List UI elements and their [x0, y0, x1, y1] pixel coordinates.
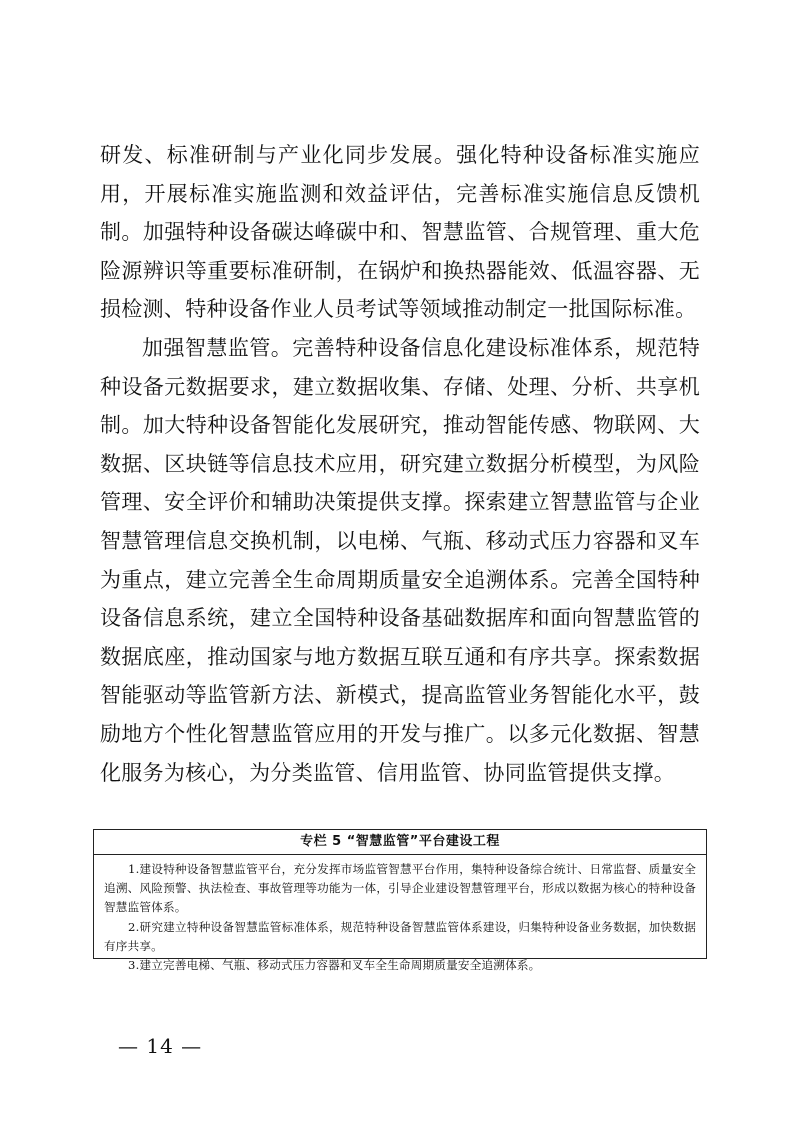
- body-text: [100, 136, 700, 792]
- paragraph-standards: 研发、标准研制与产业化同步发展。强化特种设备标准实施应用，开展标准实施监测和效益评估，完善标准实施信息反馈机制。加强特种设备碳达峰碳中和、智慧监管、合规管理、重大危险源辨识等重要标准研制，在锅炉和换热器能效、低温容器、无损检测、特种设备作业人员考试等领域推动制定一批国际标准。: [100, 143, 700, 322]
- paragraph-lead-heading: 加强智慧监管。: [142, 335, 293, 360]
- column-box-item: 3.建立完善电梯、气瓶、移动式压力容器和叉车全生命周期质量安全追溯体系。: [128, 958, 541, 973]
- paragraph-smart-supervision: [100, 329, 700, 792]
- column-box-body: [94, 855, 706, 975]
- column-box: [93, 829, 707, 973]
- page-number: — 14 —: [118, 1034, 203, 1058]
- paragraph-body: 完善特种设备信息化建设标准体系，规范特种设备元数据要求，建立数据收集、存储、处理、分析、共享机制。加大特种设备智能化发展研究，推动智能传感、物联网、大数据、区块链等信息技术应用，研究建立数据分析模型，为风险管理、安全评价和辅助决策提供支撑。探索建立智慧监管与企业智慧管理信息交换机制，以电梯、气瓶、移动式压力容器和叉车为重点，建立完善全生命周期质量安全追溯体系。完善全国特种设备信息系统，建立全国特种设备基础数据库和面向智慧监管的数据底座，推动国家与地方数据互联互通和有序共享。探索数据智能驱动等监管新方法、新模式，提高监管业务智能化水平，鼓励地方个性化智慧监管应用的开发与推广。以多元化数据、智慧化服务为核心，为分类监管、信用监管、协同监管提供支撑。: [100, 335, 700, 785]
- column-box-item: 1.建设特种设备智慧监管平台，充分发挥市场监管智慧平台作用，集特种设备综合统计、日常监督、质量安全追溯、风险预警、执法检查、事故管理等功能为一体，引导企业建设智慧管理平台，形成以数据为核心的特种设备智慧监管体系。: [104, 862, 696, 915]
- column-box-title: 专栏 5 “智慧监管”平台建设工程: [94, 830, 706, 855]
- column-box-item: 2.研究建立特种设备智慧监管标准体系，规范特种设备智慧监管体系建设，归集特种设备业务数据，加快数据有序共享。: [104, 919, 696, 953]
